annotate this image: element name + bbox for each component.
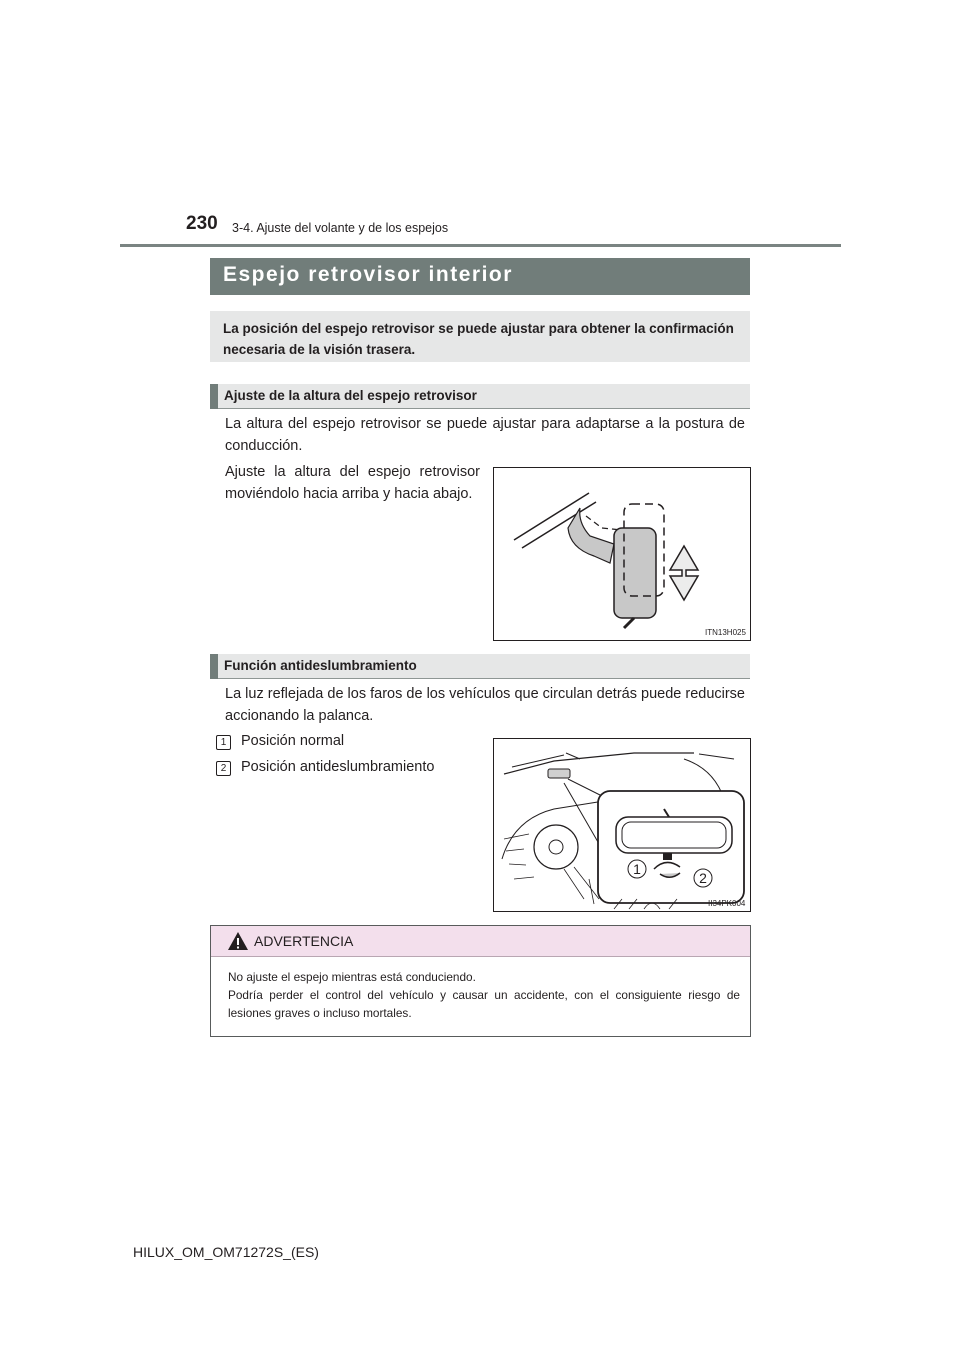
warning-line: Podría perder el control del vehículo y causar un accidente, con el consiguiente riesgo de lesiones graves o incluso mortales. <box>228 988 740 1020</box>
section-heading-text: Ajuste de la altura del espejo retrovisor <box>224 388 477 403</box>
breadcrumb: 3-4. Ajuste del volante y de los espejos <box>232 221 449 235</box>
mirror-height-figure <box>493 467 751 641</box>
section2-paragraph: La luz reflejada de los faros de los vehículos que circulan detrás puede reducirse accionando la palanca. <box>225 686 745 724</box>
footer-code: HILUX_OM_OM71272S_(ES) <box>133 1244 319 1260</box>
mirror-height-illustration <box>494 468 750 640</box>
list-item-text: Posición normal <box>241 733 345 749</box>
warning-box <box>210 925 751 1037</box>
page-number: 230 <box>186 213 218 234</box>
section-heading-text: Función antideslumbramiento <box>224 658 417 673</box>
callout-2: 2 <box>699 870 707 886</box>
list-item-text: Posición antideslumbramiento <box>241 759 435 775</box>
warning-line: No ajuste el espejo mientras está conduciendo. <box>228 970 476 984</box>
section-heading-height <box>210 384 750 409</box>
section-accent <box>210 654 218 679</box>
warning-body <box>228 968 740 1022</box>
section1-paragraph: La altura del espejo retrovisor se puede ajustar para adaptarse a la postura de conducción. <box>225 416 745 454</box>
warning-header <box>211 926 750 957</box>
section-accent <box>210 384 218 409</box>
list-number: 1 <box>216 735 231 750</box>
antiglare-figure <box>493 738 751 912</box>
header-divider <box>120 244 841 247</box>
page-title-bar <box>210 258 750 295</box>
figure-code: II34PK004 <box>708 899 746 908</box>
intro-text: La posición del espejo retrovisor se puede ajustar para obtener la confirmación necesaria de la visión trasera. <box>223 321 734 357</box>
cabin-mirror-illustration <box>494 739 750 911</box>
figure-code: ITN13H025 <box>705 628 746 637</box>
section-heading-antiglare <box>210 654 750 679</box>
list-number: 2 <box>216 761 231 776</box>
intro-box <box>210 311 750 362</box>
page-title: Espejo retrovisor interior <box>223 263 513 286</box>
warning-title: ADVERTENCIA <box>254 933 354 949</box>
warning-triangle-icon <box>227 931 249 951</box>
section1-instruction: Ajuste la altura del espejo retrovisor moviéndolo hacia arriba y hacia abajo. <box>225 464 480 502</box>
callout-1: 1 <box>633 861 641 877</box>
